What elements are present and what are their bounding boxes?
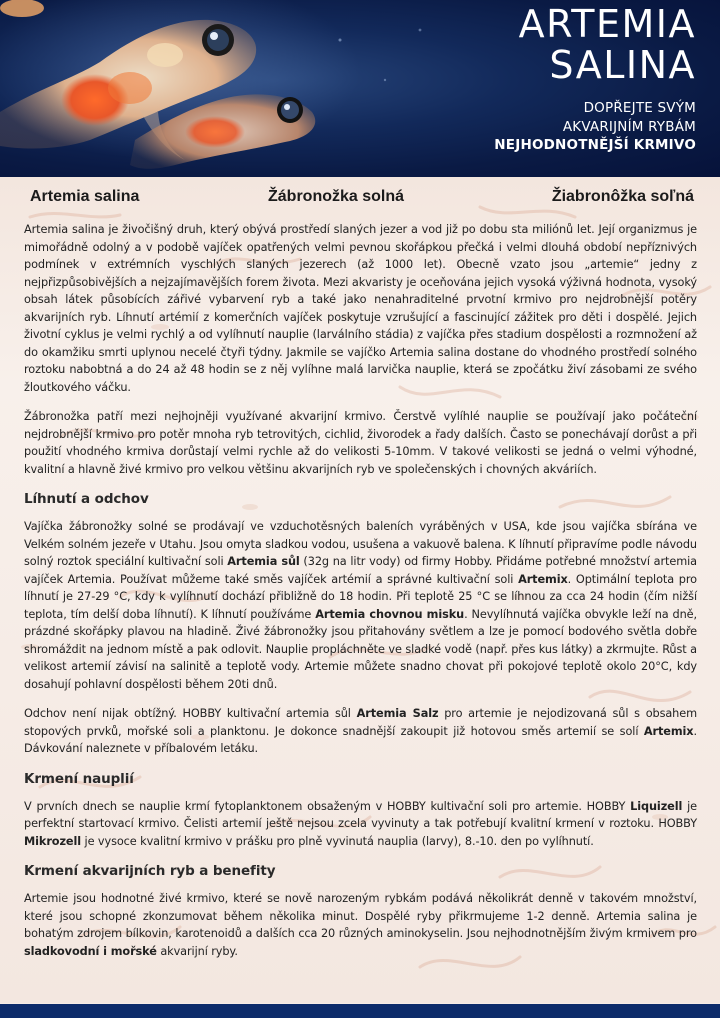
tagline-line-1: DOPŘEJTE SVÝM [583, 100, 696, 116]
text-run: . Nevylíhnutá vajíčka obvykle leží na dně, prázdné skořápky plavou na hladině. Živé žábronožky jsou přitahovány světlem a lze je pomocí bodového světla dobře shromáždit na jednom místě a pak odlovit. Nauplie propláchněte ve sladké vodě (např. přes kus látky) a zkrmujte. Růst a velikost artemií závisí na salinitě a teplotě vody. Artemie můžete snadno chovat při pokojové teplotě okolo 20°C, kdy dosahují pohlavní dospělosti během 20ti dnů. [24, 607, 697, 691]
title-line-2: SALINA [549, 43, 696, 87]
title-line-1: ARTEMIA [518, 2, 696, 46]
text-run: Artemie jsou hodnotné živé krmivo, které se nově narozeným rybkám podává několikrát denně v takovém množství, které jsou schopné zkonzumovat během několika minut. Dospělé ryby přikrmujeme 1-2 denně. Artemia salina je bohatým zdrojem bílkovin, karotenoidů a dalších cca 20 různých aminokyselin. Jsou nejhodnotnějším živým krmivem pro [24, 892, 697, 940]
product-name: Artemia chovnou misku [315, 607, 465, 621]
product-name: Liquizell [630, 799, 683, 813]
product-name: Artemix [643, 724, 694, 738]
tagline-line-3: NEJHODNOTNĚJŠÍ KRMIVO [494, 137, 696, 153]
feeding-paragraph [24, 798, 697, 851]
header-banner [0, 0, 720, 177]
intro-paragraph-2: Žábronožka patří mezi nejhojněji využívané akvarijní krmivo. Čerstvě vylíhlé nauplie se používají jako počáteční nejdrobnější krmivo pro potěr mnoha ryb tetrovitých, cichlid, živorodek a řady dalších. Často se ponechávají dorůst a při použití vhodného krmiva dorůstají velmi rychle až do velikosti 5-10mm. V takové velikosti se jedná o velmi výhodné, kvalitní a hlavně živé krmivo pro velkou většinu akvarijních ryb ve společenských i chovných akváriích. [24, 410, 697, 476]
page-title [519, 4, 696, 86]
latin-name: Artemia salina [30, 188, 140, 205]
benefits-paragraph [24, 890, 697, 960]
feeding-heading: Krmení nauplií [24, 770, 134, 787]
text-run: V prvních dnech se nauplie krmí fytoplanktonem obsaženým v HOBBY kultivační soli pro artemie. HOBBY [24, 799, 631, 813]
tagline-line-2: AKVARIJNÍM RYBÁM [562, 118, 696, 135]
czech-name: Žábronožka solná [268, 188, 405, 205]
product-name: Artemia sůl [227, 555, 300, 568]
text-run: je perfektní startovací krmivo. Čelisti artemií ještě nejsou zcela vyvinuty a tak potřebují kvalitní krmení v roztoku. HOBBY [24, 799, 697, 830]
text-run: pro artemie je nejodizovaná sůl s obsahem stopových prvků, mořské soli a planktonu. Je dokonce snadnější zakoupit již hotovou směs artemií se solí [24, 707, 697, 738]
emphasis: sladkovodní i mořské [24, 944, 157, 958]
footer-bar [0, 1004, 720, 1018]
text-run: je vysoce kvalitní krmivo v prášku pro plně vyvinutá nauplia (larvy), 8.-10. den po vylíhnutí. [81, 834, 594, 848]
article-body [24, 221, 697, 972]
product-name: Artemix [518, 572, 568, 586]
hatching-heading: Líhnutí a odchov [24, 491, 149, 507]
text-run: (32g na litr vody) od firmy Hobby. Přidáme potřebné množství artemia vajíček Artemia. Používat můžeme také směs vajíček artémií a správné kultivační soli [24, 555, 697, 586]
product-name: Mikrozell [24, 834, 82, 848]
benefits-heading: Krmení akvarijních ryb a benefity [24, 863, 276, 879]
text-run: Odchov není nijak obtížný. HOBBY kultivační artemia sůl [24, 707, 357, 720]
slovak-name: Žiabronôžka soľná [551, 188, 694, 205]
species-names [30, 188, 694, 212]
text-run: Vajíčka žábronožky solné se prodávají ve vzduchotěsných baleních vyráběných v USA, kde jsou vajíčka sbírána ve Velkém solném jezeře v Utahu. Jsou omyta sladkou vodou, usušena a vakuově balena. K líhnutí připravíme podle návodu solný roztok speciální kultivační soli [24, 520, 697, 568]
hatching-paragraph-1 [24, 518, 697, 693]
text-run: . Optimální teplota pro líhnutí je 27-29 °C, kdy k vylíhnutí dochází přibližně do 18 hodin. Při teplotě 25 °C se líhnou za cca 24 hodin (čím nižší teplota, tím delší doba líhnutí). K líhnutí používáme [24, 572, 697, 621]
product-name: Artemia Salz [356, 707, 439, 720]
tagline [494, 99, 696, 155]
text-run: akvarijní ryby. [156, 944, 238, 958]
hatching-paragraph-2 [24, 705, 697, 758]
text-run: . Dávkování naleznete v příbalovém letáku. [24, 724, 697, 755]
intro-paragraph-1: Artemia salina je živočišný druh, který obývá prostředí slaných jezer a vod již po dobu sta miliónů let. Její organizmus je mimořádně odolný a v podobě vajíček opatřených velmi pevnou skořápkou přečká i velmi dlouhá období nepříznivých podmínek v extrémních vyschlých slaných jezerech (až 1000 let). Obecně vzato jsou „artemie“ jedny z nejpřizpůsobivějších a nejzajímavějších forem života. Mezi akvaristy je oceňována jejich vysoká výživná hodnota, vysoký obsah látek působících zářivé vybarvení ryb a také jako nenahraditelné prvotní krmivo pro nejdrobnější potěry akvarijních ryb. Líhnutí artémií z komerčních vajíček poskytuje vzrušující a fascinující zážitek pro děti i dospělé. Jejich životní cyklus je velmi rychlý a od vylíhnutí nauplie (larválního stádia) z vajíčka přes stadium dospělosti a rozmnožení až do okamžiku smrti uplynou necelé čtyři týdny. Jakmile se vajíčko Artemia salina dostane do vhodného prostředí solného roztoku nabobtná a do 24 až 48 hodin se z něj vylíhne malá larvička nauplie, která se zpočátku živí zásobami ze svého žloutkového váčku. [24, 223, 697, 394]
